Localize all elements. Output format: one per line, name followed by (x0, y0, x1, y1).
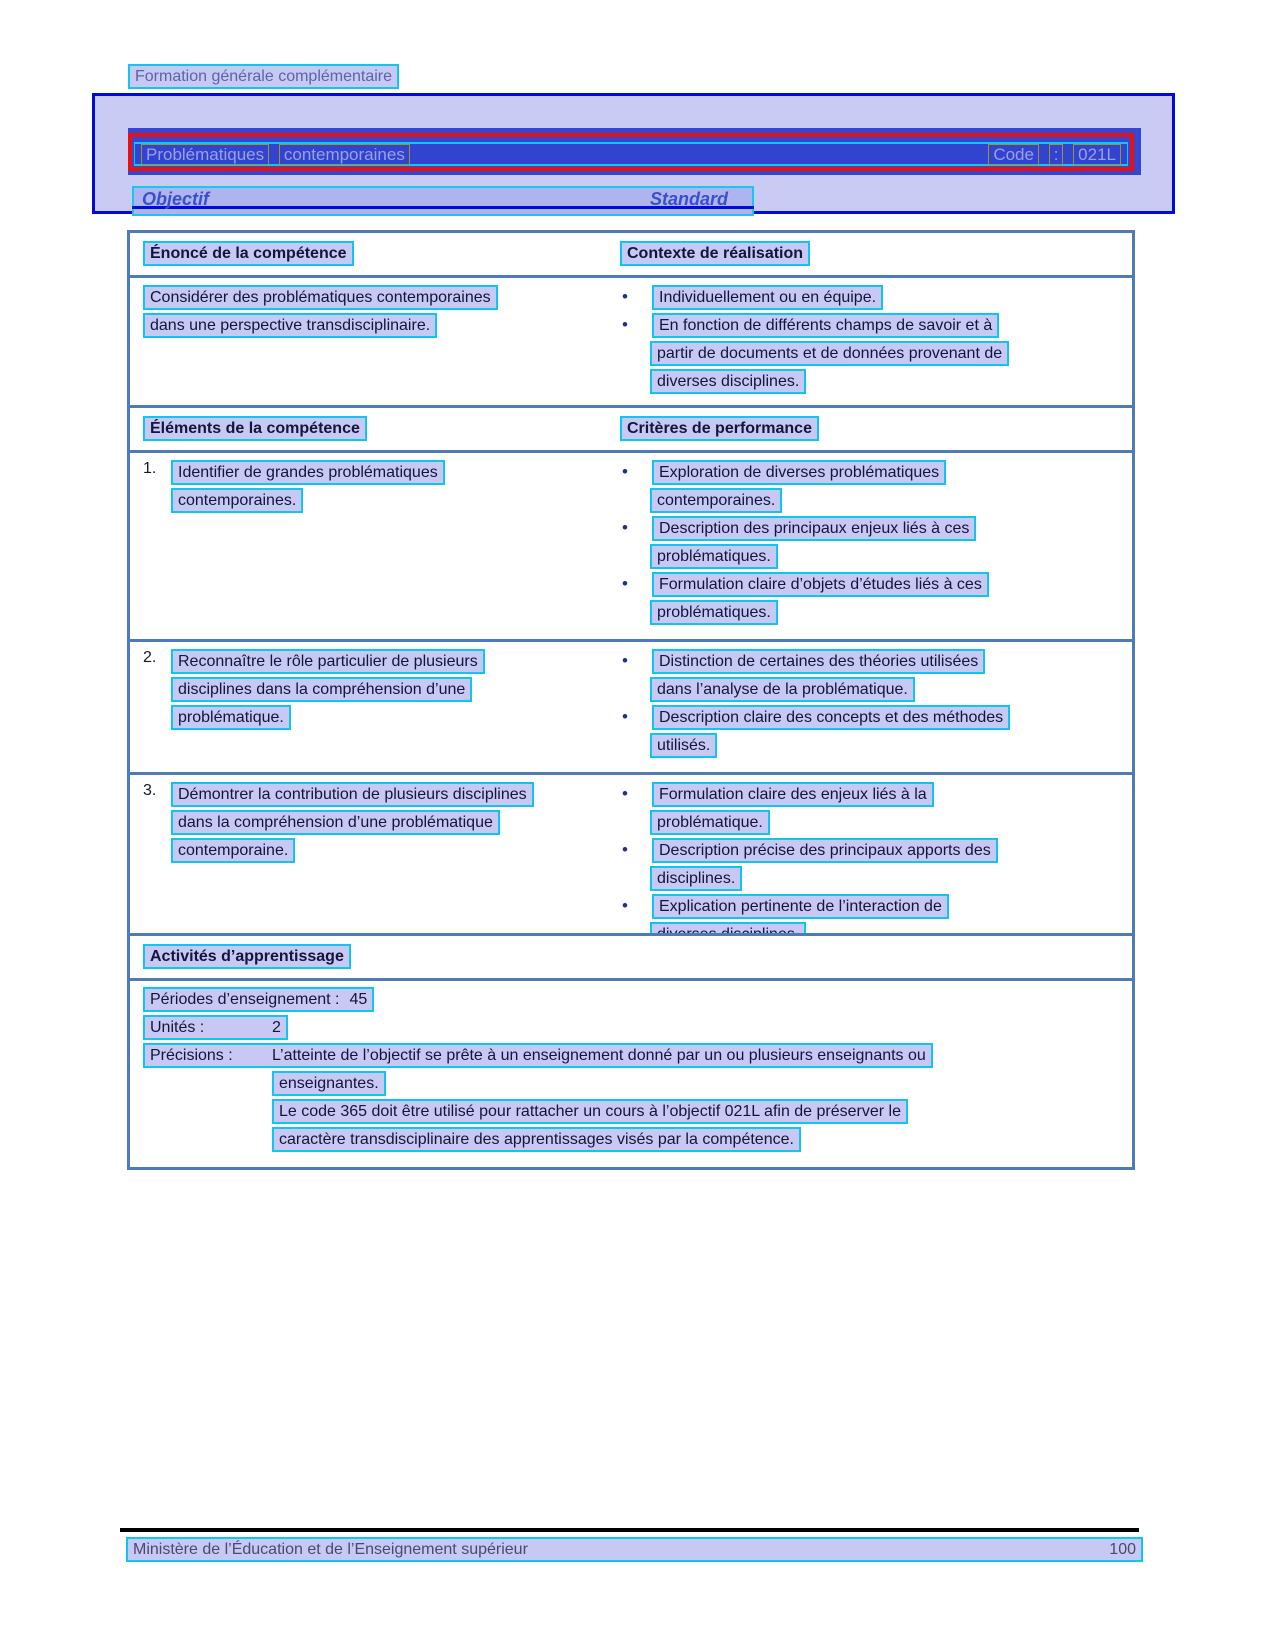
criteria-bullet-line: disciplines. (650, 866, 742, 891)
activities-table-header (130, 936, 1132, 978)
objective-standard-box (92, 93, 1175, 214)
element-line: Identifier de grandes problématiques (171, 460, 445, 485)
bullet-icon: • (622, 462, 628, 481)
objectif-label: Objectif (142, 189, 210, 209)
criteria-bullet-line: problématiques. (650, 544, 778, 569)
context-bullet-line: Individuellement ou en équipe. (652, 285, 883, 310)
footer-bar (126, 1537, 1143, 1562)
bullet-icon: • (622, 651, 628, 670)
enonce-row (130, 278, 1132, 408)
element-number: 2. (143, 649, 157, 666)
periods-row (143, 987, 1132, 1012)
course-title-bar (128, 128, 1141, 175)
criteria-bullet-line: problématiques. (650, 600, 778, 625)
course-title-word-2: contemporaines (279, 144, 410, 165)
context-bullet-line: diverses disciplines. (650, 369, 806, 394)
element-line: Reconnaître le rôle particulier de plusieurs (171, 649, 485, 674)
course-title-strip (134, 142, 1128, 166)
criteria-bullet-line: Description des principaux enjeux liés à ces (652, 516, 976, 541)
course-title (141, 144, 415, 165)
footer-page-number: 100 (1109, 1540, 1136, 1558)
enonce-table (127, 230, 1135, 411)
precisions-line: L’atteinte de l’objectif se prête à un enseignement donné par un ou plusieurs enseignants ou (272, 1047, 926, 1064)
enonce-table-header (130, 233, 1132, 275)
criteria-bullet-line: Explication pertinente de l’interaction de (652, 894, 949, 919)
element-line: dans la compréhension d’une problématique (171, 810, 500, 835)
element-line: problématique. (171, 705, 291, 730)
footer-rule (120, 1528, 1139, 1532)
elements-table (127, 405, 1135, 1020)
bullet-icon: • (622, 784, 628, 803)
precisions-line: Le code 365 doit être utilisé pour rattacher un cours à l’objectif 021L afin de préserver le (272, 1099, 908, 1124)
precisions-line: caractère transdisciplinaire des apprentissages visés par la compétence. (272, 1127, 801, 1152)
activities-header: Activités d’apprentissage (143, 944, 351, 969)
units-label: Unités : (150, 1019, 205, 1036)
element-row-2 (130, 642, 1132, 772)
competence-statement-line: dans une perspective transdisciplinaire. (143, 313, 437, 338)
units-row (143, 1015, 1132, 1040)
bullet-icon: • (622, 840, 628, 859)
criteria-bullet-line: Formulation claire d’objets d’études liés à ces (652, 572, 989, 597)
enonce-header: Énoncé de la compétence (143, 241, 354, 266)
objectif-standard-band (132, 186, 754, 216)
bullet-icon: • (622, 896, 628, 915)
activities-body (130, 981, 1132, 1167)
periods-label: Périodes d’enseignement : (150, 991, 340, 1008)
course-code (983, 144, 1121, 165)
context-bullet-line: En fonction de différents champs de savoir et à (652, 313, 999, 338)
standard-label: Standard (650, 189, 729, 209)
criteria-bullet-line: Exploration de diverses problématiques (652, 460, 946, 485)
criteria-bullet-line: contemporaines. (650, 488, 782, 513)
element-number: 3. (143, 782, 157, 799)
bullet-icon: • (622, 315, 628, 334)
bullet-icon: • (622, 518, 628, 537)
precisions-label: Précisions : (150, 1047, 233, 1064)
course-code-label: Code (988, 144, 1039, 165)
elements-header: Éléments de la compétence (143, 416, 367, 441)
bullet-icon: • (622, 707, 628, 726)
precisions-line: enseignantes. (272, 1071, 386, 1096)
element-line: contemporaine. (171, 838, 295, 863)
bullet-icon: • (622, 574, 628, 593)
competence-statement-line: Considérer des problématiques contemporaines (143, 285, 498, 310)
units-value: 2 (272, 1019, 281, 1036)
course-title-red-frame (128, 133, 1134, 171)
bullet-icon: • (622, 287, 628, 306)
criteria-bullet-line: utilisés. (650, 733, 717, 758)
criteria-bullet-line: dans l’analyse de la problématique. (650, 677, 915, 702)
element-number: 1. (143, 460, 157, 477)
formation-label: Formation générale complémentaire (128, 64, 399, 89)
course-title-word-1: Problématiques (141, 144, 269, 165)
criteria-bullet-line: Distinction de certaines des théories utilisées (652, 649, 985, 674)
criteres-header: Critères de performance (620, 416, 819, 441)
criteria-bullet-line: Formulation claire des enjeux liés à la (652, 782, 934, 807)
course-code-value: 021L (1073, 144, 1121, 165)
contexte-header: Contexte de réalisation (620, 241, 810, 266)
criteria-bullet-line: Description claire des concepts et des méthodes (652, 705, 1010, 730)
course-code-separator: : (1049, 144, 1064, 165)
element-row-1 (130, 453, 1132, 639)
element-line: Démontrer la contribution de plusieurs disciplines (171, 782, 534, 807)
footer-ministry: Ministère de l’Éducation et de l’Enseignement supérieur (133, 1540, 528, 1558)
element-line: disciplines dans la compréhension d’une (171, 677, 472, 702)
element-line: contemporaines. (171, 488, 303, 513)
criteria-bullet-line: Description précise des principaux apports des (652, 838, 998, 863)
page-header-label (128, 64, 399, 89)
periods-value: 45 (349, 991, 368, 1008)
context-bullet-line: partir de documents et de données provenant de (650, 341, 1009, 366)
criteria-bullet-line: problématique. (650, 810, 770, 835)
elements-table-header (130, 408, 1132, 450)
precisions-row (143, 1043, 1132, 1068)
activities-table (127, 933, 1135, 1170)
